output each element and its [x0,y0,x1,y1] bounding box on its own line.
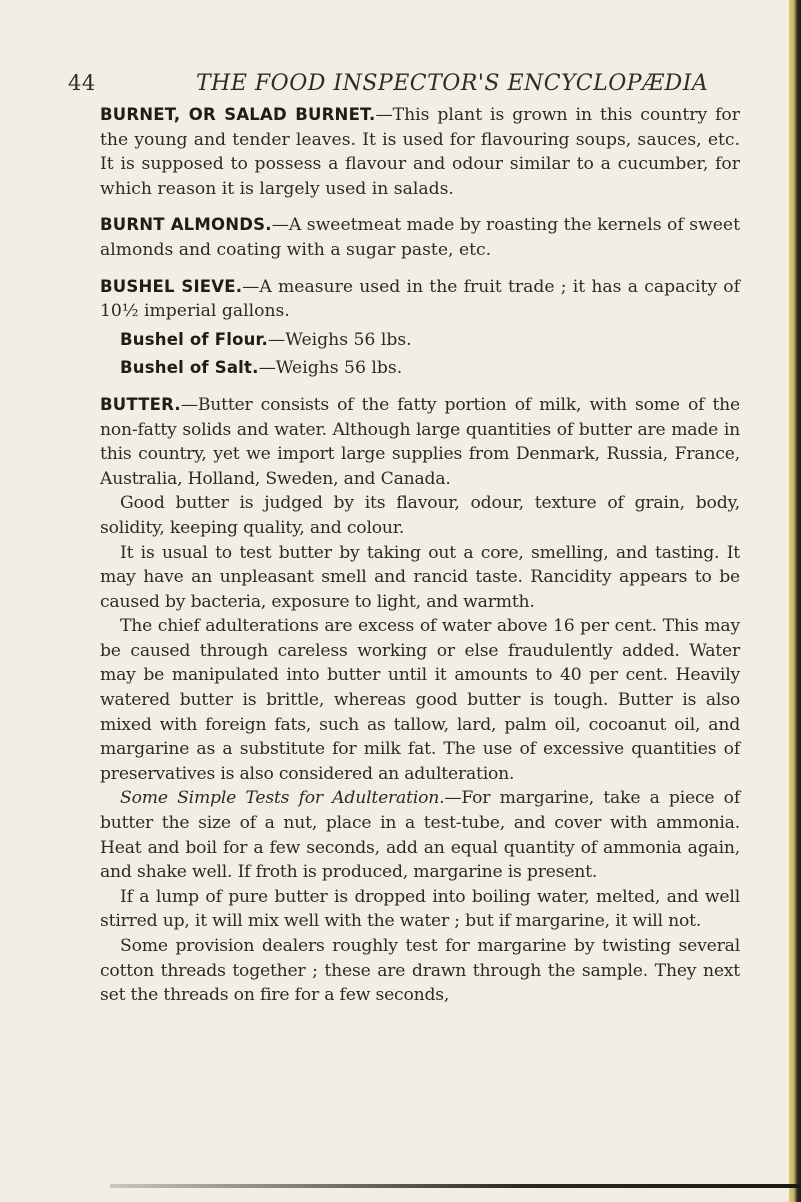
entry-bushel-salt [100,356,740,381]
butter-paragraph [100,786,740,884]
entry-term: BURNET, OR SALAD BURNET. [100,105,376,124]
entry-text: —A measure used in the fruit trade ; it has a capacity of 10½ imperial gallons. [100,276,740,322]
butter-paragraph: If a lump of pure butter is dropped into boiling water, melted, and well stirred up, it will mix well with the water ; but if margarine, it will not. [100,886,740,932]
entry-term: BUTTER. [100,394,181,414]
page-edge-bottom [110,1184,801,1188]
entry-subterm: Bushel of Salt. [120,358,259,378]
entry-term: BUSHEL SIEVE. [100,276,243,296]
page-header [68,71,708,101]
entry-text: —This plant is grown in this country for the young and tender leaves. It is used for flavouring soups, sauces, etc. It is supposed to possess a flavour and odour similar to a cucumber, for which reason it is largely used in salads. [100,105,740,199]
butter-paragraph: Some provision dealers roughly test for margarine by twisting several cotton threads together ; these are drawn through the sample. They next set the threads on fire for a few seconds, [100,936,740,1006]
entry-text: —Weighs 56 lbs. [268,329,412,350]
entry-text: —A sweetmeat made by roasting the kernels of sweet almonds and coating with a sugar paste, etc. [100,215,740,260]
body-text [100,103,740,1008]
butter-paragraph: Good butter is judged by its flavour, odour, texture of grain, body, solidity, keeping quality, and colour. [100,493,740,538]
page-edge-right [789,0,801,1202]
entry-text: —Butter consists of the fatty portion of milk, with some of the non-fatty solids and water. Although large quantities of butter are made in this country, yet we import large supplies from Denmark, Russia, France, Australia, Holland, Sweden, and Canada. [100,394,740,489]
tests-heading: Some Simple Tests for Adulteration. [120,788,445,809]
entry-subterm: Bushel of Flour. [120,329,269,349]
entry-term: BURNT ALMONDS. [100,215,272,235]
entry-bushel-sieve [100,275,740,324]
butter-paragraph: It is usual to test butter by taking out a core, smelling, and tasting. It may have an unpleasant smell and rancid taste. Rancidity appears to be caused by bacteria, exposure to light, and warmth. [100,542,740,612]
page-number: 44 [68,71,96,95]
entry-burnt-almonds [100,213,740,262]
paragraph-text: —For margarine, take a piece of butter the size of a nut, place in a test-tube, and cover with ammonia. Heat and boil for a few seconds, add an equal quantity of ammonia again, and shake well. If froth is produced, margarine is present. [100,788,740,883]
entry-text: —Weighs 56 lbs. [258,358,403,379]
entry-burnet [100,103,740,201]
running-title: THE FOOD INSPECTOR'S ENCYCLOPÆDIA [196,71,709,96]
butter-paragraph: The chief adulterations are excess of water above 16 per cent. This may be caused through careless working or else fraudulently added. Water may be manipulated into butter until it amounts to 40 per cent. Heavily watered butter is brittle, whereas good butter is tough. Butter is also mixed with foreign fats, such as tallow, lard, palm oil, cocoanut oil, and margarine as a substitute for milk fat. The use of excessive quantities of preservatives is also considered an adulteration. [100,616,740,784]
entry-bushel-flour [100,328,740,353]
entry-butter [100,393,740,491]
